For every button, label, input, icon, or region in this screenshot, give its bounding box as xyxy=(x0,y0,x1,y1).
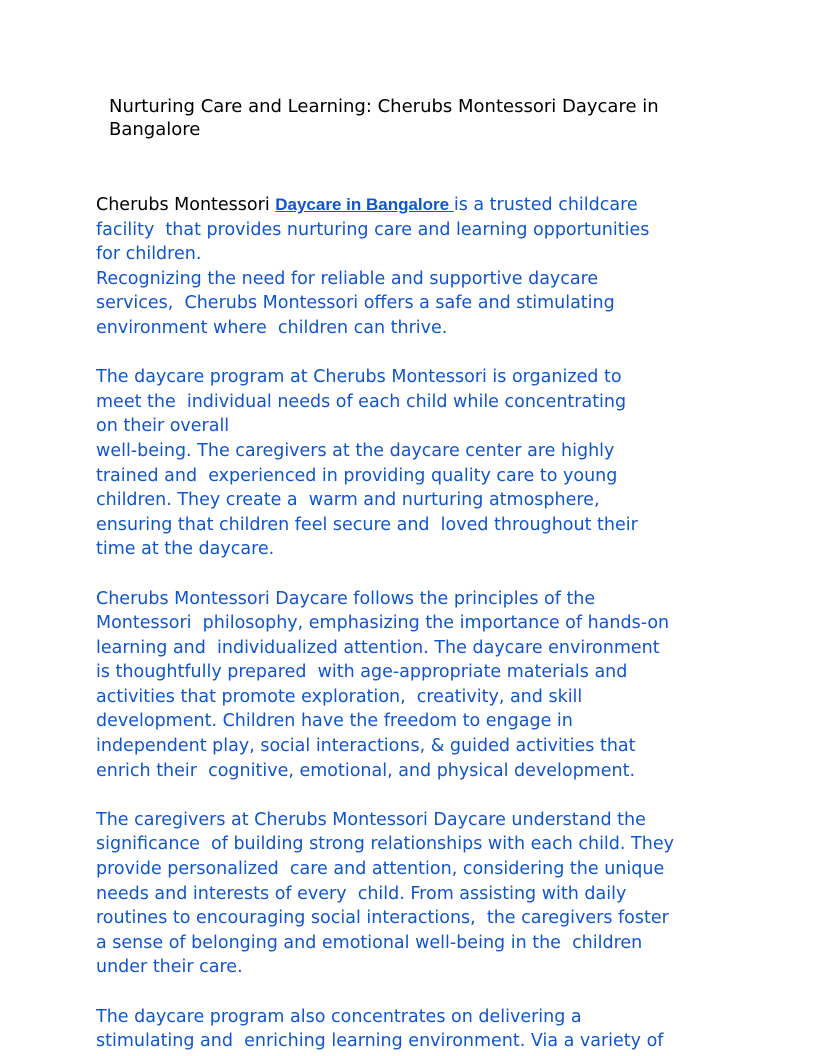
body-line: significance of building strong relationships with each child. They xyxy=(96,834,674,855)
body-line: stimulating and enriching learning environment. Via a variety of xyxy=(96,1031,664,1052)
body-line: The daycare program at Cherubs Montessori is organized to xyxy=(96,367,622,388)
article-body xyxy=(96,193,736,1054)
paragraph-gap xyxy=(96,562,736,587)
paragraph-gap xyxy=(96,341,736,366)
intro-prefix: Cherubs Montessori xyxy=(96,195,276,215)
body-line: needs and interests of every child. From assisting with daily xyxy=(96,883,627,904)
body-line: The caregivers at Cherubs Montessori Daycare understand the xyxy=(96,809,646,830)
title-line: Bangalore xyxy=(109,119,201,140)
body-line: ensuring that children feel secure and loved throughout their xyxy=(96,514,638,535)
body-line: activities that promote exploration, creativity, and skill xyxy=(96,686,583,707)
body-line: well-being. The caregivers at the daycare center are highly xyxy=(96,440,615,461)
body-line: under their care. xyxy=(96,957,243,978)
body-line: time at the daycare. xyxy=(96,539,275,560)
body-line: is thoughtfully prepared with age-appropriate materials and xyxy=(96,662,628,683)
body-line: development. Children have the freedom to engage in xyxy=(96,711,573,732)
body-line: Montessori philosophy, emphasizing the importance of hands-on xyxy=(96,613,670,634)
daycare-link[interactable]: Daycare in Bangalore xyxy=(275,195,454,214)
body-line: Recognizing the need for reliable and supportive daycare xyxy=(96,268,599,289)
body-line: learning and individualized attention. The daycare environment xyxy=(96,637,660,658)
body-line: independent play, social interactions, & guided activities that xyxy=(96,736,636,757)
paragraph-gap xyxy=(96,783,736,808)
paragraph-gap xyxy=(96,980,736,1005)
body-line: on their overall xyxy=(96,416,230,437)
body-line: a sense of belonging and emotional well-being in the children xyxy=(96,932,643,953)
body-line: enrich their cognitive, emotional, and physical development. xyxy=(96,760,636,781)
intro-suffix: is a trusted childcare xyxy=(453,195,638,215)
body-line: services, Cherubs Montessori offers a safe and stimulating xyxy=(96,293,615,314)
page-title xyxy=(109,95,729,141)
body-line: environment where children can thrive. xyxy=(96,317,448,338)
body-line: meet the individual needs of each child while concentrating xyxy=(96,391,627,412)
body-line: Cherubs Montessori Daycare follows the principles of the xyxy=(96,588,596,609)
body-line: The daycare program also concentrates on delivering a xyxy=(96,1006,582,1027)
body-line: trained and experienced in providing quality care to young xyxy=(96,465,618,486)
body-line: for children. xyxy=(96,244,202,265)
body-line: children. They create a warm and nurturing atmosphere, xyxy=(96,490,600,511)
title-line: Nurturing Care and Learning: Cherubs Montessori Daycare in xyxy=(109,96,659,117)
body-line: routines to encouraging social interactions, the caregivers foster xyxy=(96,908,669,929)
body-line: provide personalized care and attention, considering the unique xyxy=(96,859,665,880)
intro-line xyxy=(96,193,736,218)
body-line: facility that provides nurturing care and learning opportunities xyxy=(96,219,650,240)
